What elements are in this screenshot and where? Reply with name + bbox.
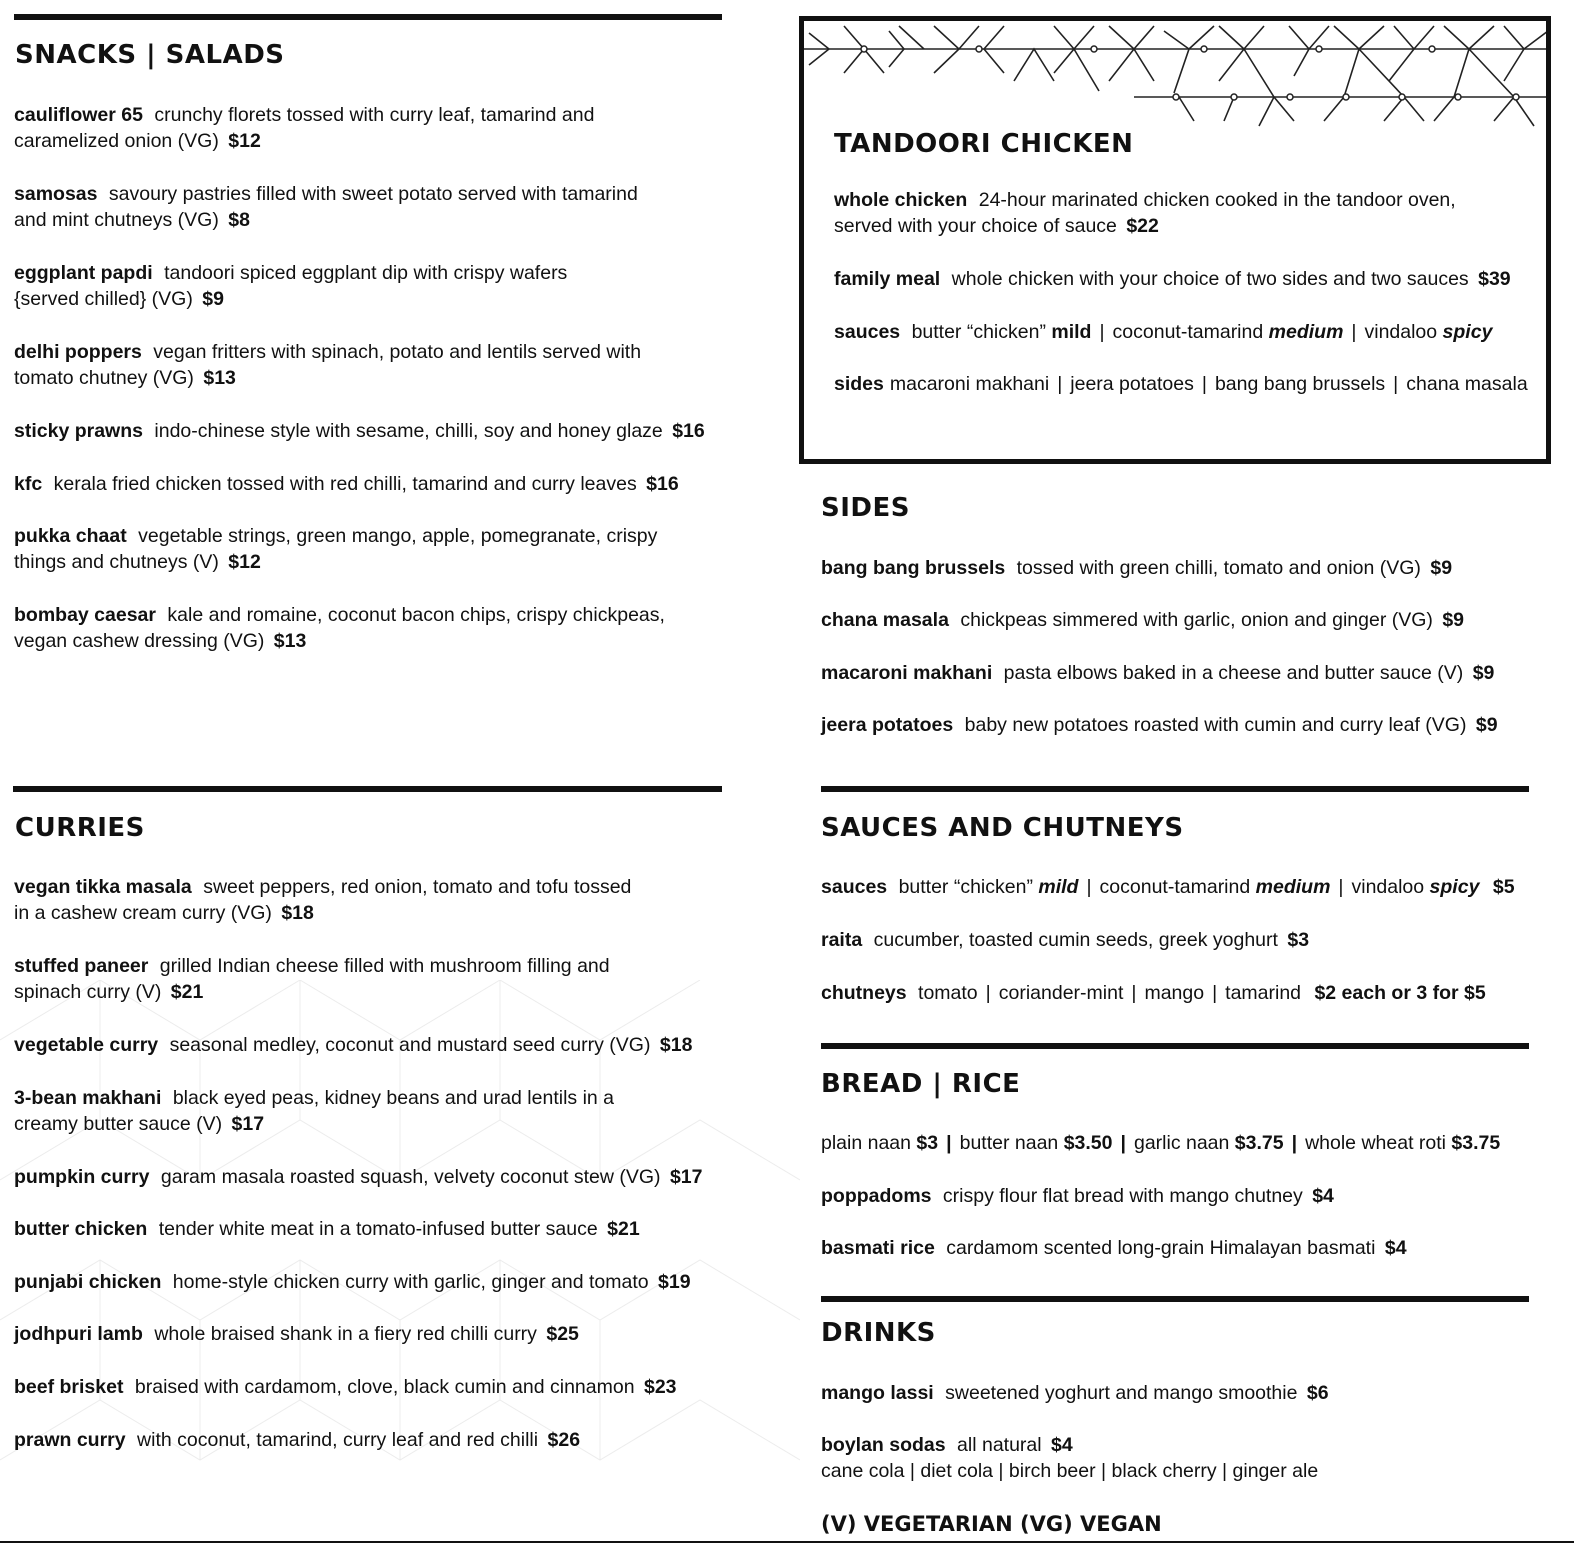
sauces-chutneys-title: SAUCES AND CHUTNEYS (821, 813, 1184, 843)
drinks-top-rule (821, 1296, 1529, 1302)
sauce-name: coconut-tamarind (1112, 321, 1264, 343)
dietary-legend: (V) VEGETARIAN (VG) VEGAN (821, 1512, 1162, 1536)
menu-item (14, 1216, 722, 1242)
menu-item (14, 339, 722, 391)
item-name: pumpkin curry (14, 1166, 150, 1188)
item-price: $3.50 (1063, 1132, 1113, 1154)
item-desc: black eyed peas, kidney beans and urad lentils in a (172, 1087, 615, 1109)
item-desc: seasonal medley, coconut and mustard seed curry (VG) (169, 1034, 651, 1056)
item-desc: sweetened yoghurt and mango smoothie (945, 1382, 1298, 1404)
menu-item (14, 471, 722, 497)
menu-item (14, 602, 722, 654)
item-price: $12 (228, 130, 261, 152)
item-price: $3.75 (1451, 1132, 1501, 1154)
item-name: jeera potatoes (821, 714, 954, 736)
item-price: $2 each or 3 for $5 (1314, 982, 1486, 1004)
item-price: $4 (1051, 1434, 1073, 1456)
heat-level: spicy (1429, 876, 1480, 898)
item-desc: garam masala roasted squash, velvety coconut stew (VG) (160, 1166, 661, 1188)
naan-options: plain naan $3 | butter naan $3.50 | garlic naan $3.75 | whole wheat roti $3.75 (821, 1132, 1501, 1154)
item-name: 3-bean makhani (14, 1087, 162, 1109)
menu-item (834, 266, 1511, 292)
side-name: chana masala (1406, 373, 1528, 395)
item-price: $4 (1384, 1237, 1407, 1259)
item-desc: tossed with green chilli, tomato and onion (VG) (1016, 557, 1421, 579)
item-price: $13 (273, 630, 307, 652)
menu-item (14, 102, 722, 154)
menu-item (14, 523, 722, 575)
item-name: pukka chaat (14, 525, 127, 547)
item-desc: things and chutneys (V) (14, 551, 219, 573)
side-name: bang bang brussels (1214, 373, 1386, 395)
menu-item (821, 555, 1529, 581)
item-price: $9 (1475, 714, 1498, 736)
item-desc: in a cashew cream curry (VG) (14, 902, 272, 924)
menu-item (14, 260, 722, 312)
item-name: mango lassi (821, 1382, 934, 1404)
sauce-options: sauces butter “chicken” mild | coconut-tamarind medium | vindaloo spicy $5 (821, 876, 1515, 898)
bottom-border (0, 1541, 1574, 1543)
item-price: $17 (231, 1113, 265, 1135)
item-desc: served with your choice of sauce (834, 215, 1117, 237)
item-desc: and mint chutneys (VG) (14, 209, 219, 231)
item-desc: {served chilled} (VG) (14, 288, 193, 310)
item-price: $39 (1478, 268, 1511, 290)
item-name: chana masala (821, 609, 949, 631)
item-desc: creamy butter sauce (V) (14, 1113, 223, 1135)
chutney-name: coriander-mint (998, 982, 1124, 1004)
sides-title: SIDES (821, 493, 910, 523)
heat-level: mild (1051, 321, 1092, 343)
item-name: kfc (14, 473, 43, 495)
menu-item (14, 1321, 722, 1347)
item-name: sides (834, 373, 884, 395)
item-desc: 24-hour marinated chicken cooked in the tandoor oven, (978, 189, 1456, 211)
sauce-name: vindaloo (1364, 321, 1438, 343)
item-desc: crunchy florets tossed with curry leaf, tamarind and (154, 104, 595, 126)
item-price: $26 (547, 1429, 581, 1451)
item-name: vegetable curry (14, 1034, 159, 1056)
menu-item (14, 1427, 722, 1453)
item-desc: braised with cardamom, clove, black cumin and cinnamon (134, 1376, 635, 1398)
item-price: $13 (203, 367, 236, 389)
item-price: $8 (228, 209, 250, 231)
item-price: $16 (672, 420, 705, 442)
item-name: jodhpuri lamb (14, 1323, 143, 1345)
item-desc: kerala fried chicken tossed with red chilli, tamarind and curry leaves (53, 473, 637, 495)
item-name: poppadoms (821, 1185, 932, 1207)
chutney-name: mango (1144, 982, 1205, 1004)
item-name: whole chicken (834, 189, 968, 211)
curries-title: CURRIES (15, 813, 145, 843)
item-desc: grilled Indian cheese filled with mushroom filling and (159, 955, 610, 977)
bread-rice-title: BREAD | RICE (821, 1069, 1021, 1099)
item-desc: indo-chinese style with sesame, chilli, soy and honey glaze (154, 420, 663, 442)
heat-level: medium (1268, 321, 1344, 343)
heat-level: medium (1255, 876, 1331, 898)
item-name: butter naan (959, 1132, 1059, 1154)
item-desc: caramelized onion (VG) (14, 130, 219, 152)
item-name: garlic naan (1133, 1132, 1230, 1154)
item-price: $9 (1442, 609, 1465, 631)
item-name: prawn curry (14, 1429, 126, 1451)
snacks-title: SNACKS | SALADS (15, 40, 285, 70)
item-name: plain naan (821, 1132, 911, 1154)
menu-item (821, 607, 1529, 633)
item-name: bombay caesar (14, 604, 156, 626)
item-name: raita (821, 929, 863, 951)
item-desc: home-style chicken curry with garlic, ginger and tomato (172, 1271, 649, 1293)
heat-level: spicy (1442, 321, 1493, 343)
menu-item (14, 874, 722, 926)
tandoori-title: TANDOORI CHICKEN (834, 129, 1134, 159)
item-desc: with coconut, tamarind, curry leaf and red chilli (137, 1429, 539, 1451)
item-price: $3 (916, 1132, 939, 1154)
item-name: beef brisket (14, 1376, 124, 1398)
item-price: $17 (669, 1166, 703, 1188)
sauce-name: vindaloo (1351, 876, 1425, 898)
item-desc: sweet peppers, red onion, tomato and tofu tossed (203, 876, 632, 898)
item-name: stuffed paneer (14, 955, 149, 977)
item-desc: baby new potatoes roasted with cumin and curry leaf (VG) (964, 714, 1467, 736)
item-desc: savoury pastries filled with sweet potato served with tamarind (108, 183, 638, 205)
menu-item (821, 1183, 1529, 1209)
menu-item (14, 1269, 722, 1295)
item-desc: whole chicken with your choice of two sides and two sauces (951, 268, 1469, 290)
item-desc: all natural (957, 1434, 1042, 1456)
menu-item (14, 953, 722, 1005)
menu-item (14, 1164, 722, 1190)
item-desc: chickpeas simmered with garlic, onion and ginger (VG) (960, 609, 1433, 631)
item-name: samosas (14, 183, 98, 205)
item-desc: cucumber, toasted cumin seeds, greek yoghurt (873, 929, 1278, 951)
item-desc: vegan cashew dressing (VG) (14, 630, 265, 652)
item-name: whole wheat roti (1305, 1132, 1446, 1154)
menu-item (14, 1032, 722, 1058)
item-desc: whole braised shank in a fiery red chilli curry (154, 1323, 537, 1345)
sauce-name: coconut-tamarind (1099, 876, 1251, 898)
geometric-pattern (804, 21, 1548, 141)
item-desc: spinach curry (V) (14, 981, 162, 1003)
item-price: $19 (658, 1271, 691, 1293)
item-name: punjabi chicken (14, 1271, 162, 1293)
item-price: $18 (281, 902, 314, 924)
side-name: macaroni makhani (889, 373, 1050, 395)
item-price: $4 (1312, 1185, 1334, 1207)
item-name: butter chicken (14, 1218, 148, 1240)
item-price: $12 (228, 551, 261, 573)
menu-item (821, 1432, 1529, 1484)
item-name: sticky prawns (14, 420, 143, 442)
item-price: $3 (1287, 929, 1310, 951)
item-price: $9 (1472, 662, 1495, 684)
menu-item (821, 927, 1529, 953)
chutney-name: tomato (918, 982, 978, 1004)
item-desc: tomato chutney (VG) (14, 367, 194, 389)
item-desc: vegan fritters with spinach, potato and lentils served with (153, 341, 642, 363)
heat-level: mild (1038, 876, 1079, 898)
item-price: $22 (1126, 215, 1159, 237)
item-name: vegan tikka masala (14, 876, 192, 898)
item-price: $5 (1492, 876, 1515, 898)
item-price: $9 (202, 288, 224, 310)
item-name: chutneys (821, 982, 907, 1004)
item-desc: pasta elbows baked in a cheese and butter sauce (V) (1003, 662, 1464, 684)
item-name: bang bang brussels (821, 557, 1006, 579)
item-price: $21 (170, 981, 204, 1003)
item-name: basmati rice (821, 1237, 935, 1259)
tandoori-chicken-box (799, 16, 1551, 464)
item-name: sauces (834, 321, 901, 343)
item-name: eggplant papdi (14, 262, 153, 284)
item-price: $6 (1306, 1382, 1329, 1404)
sauce-name: butter “chicken” (911, 321, 1046, 343)
side-options: sides macaroni makhani | jeera potatoes | bang bang brussels | chana masala (834, 373, 1528, 395)
item-desc: cardamom scented long-grain Himalayan basmati (946, 1237, 1376, 1259)
item-price: $23 (643, 1376, 677, 1398)
menu-item (821, 1380, 1529, 1406)
item-name: sauces (821, 876, 888, 898)
menu-item (14, 181, 722, 233)
soda-flavours: cane cola | diet cola | birch beer | black cherry | ginger ale (821, 1460, 1319, 1482)
item-price: $21 (607, 1218, 640, 1240)
side-name: jeera potatoes (1070, 373, 1194, 395)
item-name: family meal (834, 268, 941, 290)
item-desc: kale and romaine, coconut bacon chips, crispy chickpeas, (167, 604, 665, 626)
item-price: $9 (1430, 557, 1453, 579)
curries-top-rule (13, 786, 722, 792)
menu-item (821, 712, 1529, 738)
item-price: $3.75 (1234, 1132, 1284, 1154)
item-name: delhi poppers (14, 341, 142, 363)
menu-item (821, 660, 1529, 686)
menu-item (14, 1374, 722, 1400)
item-desc: tender white meat in a tomato-infused butter sauce (158, 1218, 598, 1240)
item-desc: crispy flour flat bread with mango chutney (942, 1185, 1303, 1207)
item-desc: vegetable strings, green mango, apple, pomegranate, crispy (138, 525, 658, 547)
item-name: boylan sodas (821, 1434, 946, 1456)
item-name: cauliflower 65 (14, 104, 143, 126)
sauce-options: sauces butter “chicken” mild | coconut-tamarind medium | vindaloo spicy (834, 321, 1493, 343)
menu-item (14, 418, 722, 444)
sauce-name: butter “chicken” (898, 876, 1033, 898)
item-name: macaroni makhani (821, 662, 993, 684)
menu-item (821, 1235, 1529, 1261)
menu-item (14, 1085, 722, 1137)
item-price: $25 (546, 1323, 579, 1345)
bread-top-rule (821, 1043, 1529, 1049)
chutney-name: tamarind (1225, 982, 1302, 1004)
sauces-top-rule (821, 786, 1529, 792)
item-price: $16 (646, 473, 679, 495)
background-pattern (0, 980, 800, 1540)
item-price: $18 (659, 1034, 693, 1056)
menu-item (834, 187, 1534, 239)
item-desc: tandoori spiced eggplant dip with crispy wafers (164, 262, 568, 284)
chutney-options: chutneys tomato | coriander-mint | mango | tamarind $2 each or 3 for $5 (821, 982, 1486, 1004)
drinks-title: DRINKS (821, 1318, 936, 1348)
snacks-top-rule (14, 14, 722, 20)
